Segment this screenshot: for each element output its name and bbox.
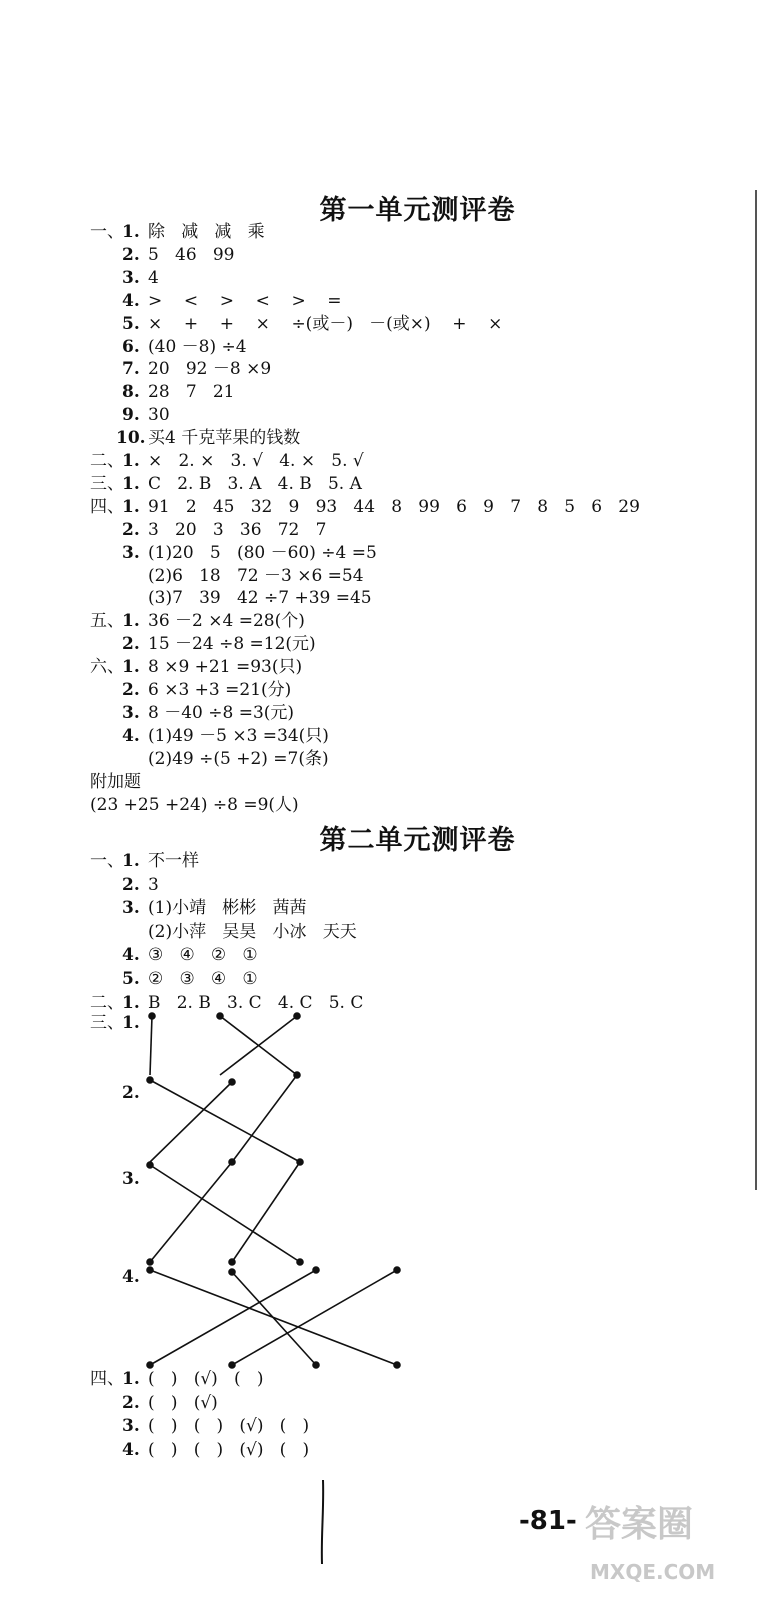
question-number: 2. [122,244,140,265]
question-number: 1. [122,496,140,517]
question-number: 2. [122,634,140,655]
match-dot [229,1159,235,1165]
question-number: 5. [122,969,140,989]
match-dot [294,1072,300,1078]
question-number: 3. [122,1169,140,1189]
answer-text: (2)小萍 吴昊 小冰 天天 [148,921,357,942]
match-line [150,1016,152,1075]
answer-text: ② ③ ④ ① [148,969,258,989]
question-number: 7. [122,359,140,380]
section-label: 四、 [90,496,124,517]
answer-text: 15 －24 ÷8 =12(元) [148,634,316,655]
match-line [220,1016,297,1075]
answer-text: (2)6 18 72 －3 ×6 =54 [148,565,364,586]
question-number: 4. [122,1439,140,1460]
match-dot [147,1259,153,1265]
question-number: 2. [122,680,140,700]
match-line [232,1162,300,1262]
answer-text: C 2. B 3. A 4. B 5. A [148,473,362,494]
question-number: 4. [122,290,140,311]
answer-text: 8 ×9 +21 =93(只) [148,657,303,678]
match-line [232,1075,297,1162]
match-dot [313,1267,319,1273]
answer-text: (1)20 5 (80 －60) ÷4 =5 [148,542,377,563]
match-dot [147,1267,153,1273]
answer-text: (2)49 ÷(5 +2) =7(条) [148,748,329,769]
question-number: 1. [122,473,140,494]
question-number: 2. [122,1392,140,1413]
answer-text: × 2. × 3. √ 4. × 5. √ [148,451,364,471]
answer-text: 5 46 99 [148,244,235,265]
answer-text: 20 92 －8 ×9 [148,359,272,380]
section-label: 附加题 [90,771,141,792]
answer-text: (1)49 －5 ×3 =34(只) [148,725,329,746]
match-line [150,1270,397,1365]
question-number: 4. [122,1267,140,1287]
watermark-logo: 答案圈 [585,1504,694,1545]
answer-text: ③ ④ ② ① [148,945,258,966]
question-number: 1. [122,657,140,678]
answer-text: 除 减 减 乘 [148,222,265,242]
match-dot [394,1362,400,1368]
match-dot [147,1077,153,1083]
answer-text: × + + × ÷(或－) －(或×) + × [148,313,503,334]
answer-text: (1)小靖 彬彬 茜茜 [148,898,307,919]
answer-text: 91 2 45 32 9 93 44 8 99 6 9 7 8 5 6 29 [148,496,640,517]
question-number: 10. [116,428,146,449]
question-number: 4. [122,945,140,966]
answer-text: ( ) (√) [148,1392,218,1413]
question-number: 1. [122,451,140,471]
question-number: 3. [122,542,140,563]
answer-text: ( ) (√) ( ) [148,1369,264,1389]
match-dot [313,1362,319,1368]
question-number: 5. [122,313,140,334]
question-number: 1. [122,1013,140,1033]
match-line [150,1082,232,1162]
question-number: 2. [122,874,140,895]
section-label: (23 +25 +24) ÷8 =9(人) [90,794,299,815]
pen-stroke [320,1480,326,1564]
answer-text: 8 －40 ÷8 =3(元) [148,702,295,723]
question-number: 9. [122,405,140,426]
match-line [150,1165,300,1262]
answer-text: 3 20 3 36 72 7 [148,519,327,540]
match-dot [297,1159,303,1165]
question-number: 3. [122,267,140,288]
watermark-url: MXQE.COM [590,1560,716,1584]
match-dot [229,1079,235,1085]
match-line [232,1270,397,1365]
unit2-title: 第二单元测评卷 [319,825,516,856]
match-dot [217,1013,223,1019]
answer-text: 不一样 [148,851,199,871]
unit1-title: 第一单元测评卷 [319,195,516,226]
section-label: 五、 [90,611,124,632]
answer-text: 4 [148,267,159,288]
answer-text: 28 7 21 [148,382,235,403]
section-label: 六、 [90,657,124,678]
match-line [150,1270,316,1365]
match-line [232,1272,316,1365]
question-number: 1. [122,1369,140,1389]
answer-text: ( ) ( ) (√) ( ) [148,1439,310,1460]
answer-text: 6 ×3 +3 =21(分) [148,680,292,700]
answer-text: B 2. B 3. C 4. C 5. C [148,992,364,1013]
question-number: 2. [122,519,140,540]
match-dot [297,1259,303,1265]
section-label: 二、 [90,451,124,471]
section-label: 一、 [90,222,124,242]
question-number: 1. [122,222,140,242]
answer-text: > < > < > = [148,290,342,311]
page-edge-line [755,190,757,1190]
match-dot [229,1269,235,1275]
match-line [150,1080,300,1162]
question-number: 2. [122,1083,140,1103]
question-number: 3. [122,1416,140,1436]
section-label: 一、 [90,851,124,871]
question-number: 3. [122,702,140,723]
match-dot [229,1259,235,1265]
section-label: 三、 [90,473,124,494]
question-number: 1. [122,611,140,632]
page-number: -81- [519,1506,577,1536]
answer-text: (40 －8) ÷4 [148,336,247,357]
answer-text: 36 －2 ×4 =28(个) [148,611,305,632]
question-number: 8. [122,382,140,403]
answer-text: 3 [148,874,159,895]
match-dot [147,1162,153,1168]
match-dot [149,1013,155,1019]
match-line [150,1162,232,1262]
answer-text: ( ) ( ) (√) ( ) [148,1416,310,1436]
match-line [220,1016,297,1075]
section-label: 二、 [90,992,124,1013]
section-label: 四、 [90,1369,124,1389]
match-dot [394,1267,400,1273]
question-number: 4. [122,725,140,746]
question-number: 6. [122,336,140,357]
question-number: 3. [122,898,140,919]
question-number: 1. [122,992,140,1013]
answer-text: 30 [148,405,170,426]
answer-text: (3)7 39 42 ÷7 +39 =45 [148,588,372,609]
answer-text: 买4 千克苹果的钱数 [148,428,301,449]
question-number: 1. [122,851,140,871]
section-label: 三、 [90,1013,124,1033]
match-dot [294,1013,300,1019]
